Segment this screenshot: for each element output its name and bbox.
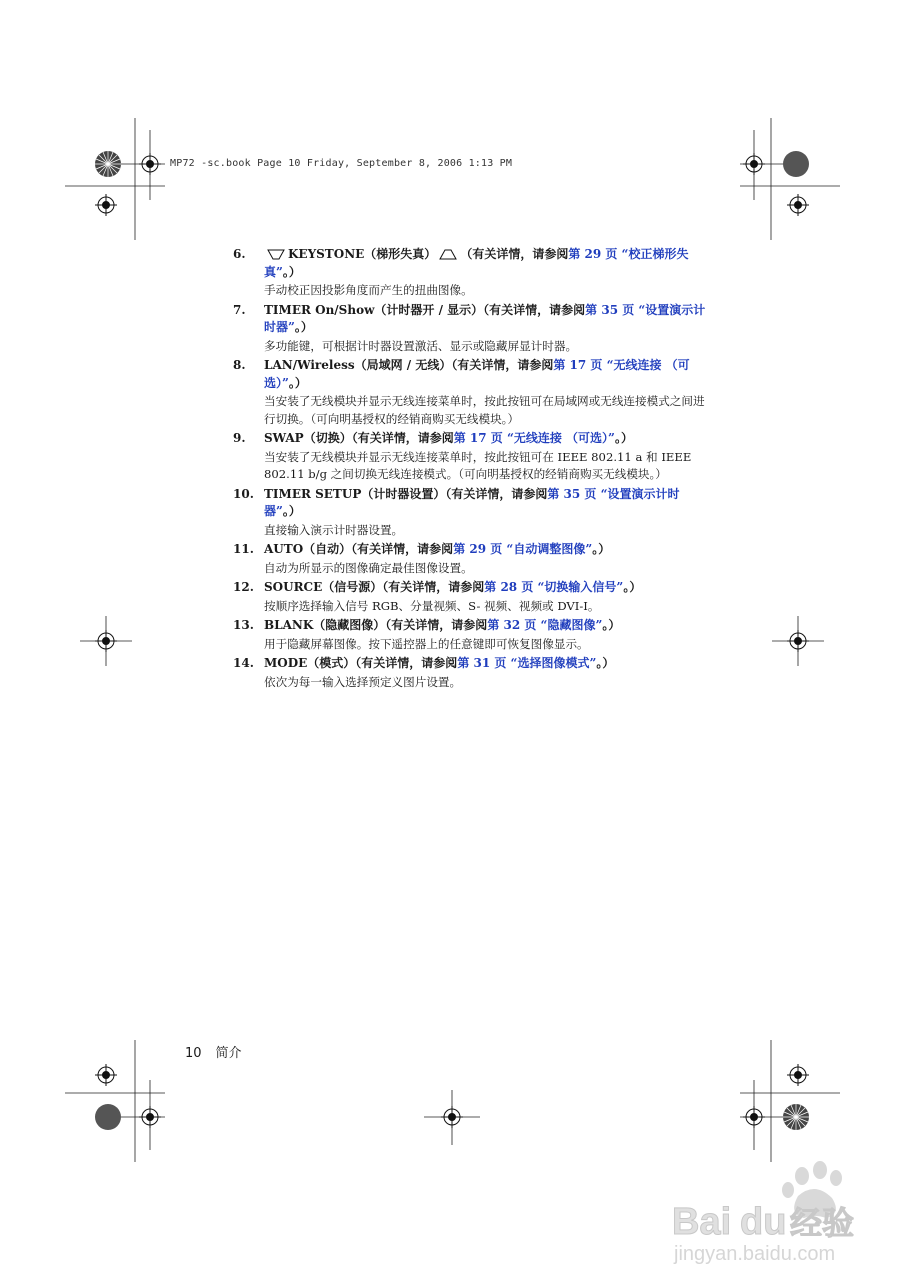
item-number: 6.	[233, 247, 246, 261]
item-ref-prefix: （有关详情，请参阅	[385, 618, 488, 632]
list-item	[233, 302, 713, 356]
item-ref-prefix: （有关详情，请参阅	[460, 247, 569, 261]
item-number: 12.	[233, 580, 254, 594]
keystone-down-icon	[267, 249, 285, 260]
cross-reference-link[interactable]: 第 31 页 “选择图像模式”	[457, 656, 597, 670]
item-ref-suffix: 。）	[614, 431, 633, 445]
item-title: TIMER SETUP（计时器设置）	[264, 486, 446, 501]
cross-reference-link[interactable]: 第 28 页 “切换输入信号”	[484, 580, 624, 594]
item-number: 9.	[233, 431, 246, 445]
item-description: 自动为所显示的图像确定最佳图像设置。	[264, 560, 473, 575]
cross-reference-link[interactable]: 第 17 页 “无线连接 （可选）”	[453, 431, 615, 445]
cross-reference-link[interactable]: 第 29 页 “校正梯形失真”	[264, 247, 689, 279]
svg-text:经验: 经验	[790, 1204, 855, 1242]
item-description: 用于隐藏屏幕图像。按下遥控器上的任意键即可恢复图像显示。	[264, 636, 589, 651]
cross-reference-link[interactable]: 第 17 页 “无线连接 （可选）”	[264, 358, 690, 390]
item-ref-suffix: 。）	[592, 542, 611, 556]
item-title: TIMER On/Show（计时器开 / 显示）	[264, 302, 484, 317]
item-ref-suffix: 。）	[294, 320, 313, 334]
item-description: 直接输入演示计时器设置。	[264, 522, 404, 537]
item-title: SWAP（切换）	[264, 431, 352, 445]
item-number: 11.	[233, 542, 254, 556]
item-ref-suffix: 。）	[602, 618, 621, 632]
item-title: BLANK（隐藏图像）	[264, 618, 386, 632]
item-number: 8.	[233, 358, 246, 372]
list-item	[233, 579, 713, 615]
item-number: 13.	[233, 618, 254, 632]
svg-text:Bai: Bai	[672, 1201, 732, 1243]
list-item	[233, 246, 713, 300]
keystone-up-icon	[439, 249, 457, 260]
item-ref-suffix: 。）	[282, 504, 301, 518]
item-ref-suffix: 。）	[282, 264, 301, 279]
item-description: 手动校正因投影角度而产生的扭曲图像。	[264, 283, 473, 297]
item-description: 当安装了无线模块并显示无线连接菜单时，按此按钮可在局域网或无线连接模式之间进行切换。（可向明基授权的经销商购买无线模块。）	[264, 394, 705, 426]
svg-text:jingyan.baidu.com: jingyan.baidu.com	[674, 1243, 836, 1265]
item-description: 依次为每一输入选择预定义图片设置。	[264, 674, 462, 689]
item-title: KEYSTONE（梯形失真）	[288, 247, 437, 261]
cross-reference-link[interactable]: 第 32 页 “隐藏图像”	[487, 618, 603, 632]
list-item	[233, 617, 713, 653]
remote-buttons-list	[233, 246, 713, 693]
list-item	[233, 357, 713, 428]
page-footer	[185, 1042, 242, 1061]
item-ref-prefix: （有关详情，请参阅	[351, 431, 454, 445]
item-ref-suffix: 。）	[596, 656, 615, 670]
item-number: 10.	[233, 486, 254, 501]
baidu-watermark-logo	[670, 1156, 880, 1266]
item-ref-prefix: （有关详情，请参阅	[483, 302, 586, 317]
item-title: SOURCE（信号源）	[264, 580, 383, 594]
item-number: 14.	[233, 656, 254, 670]
item-ref-prefix: （有关详情，请参阅	[382, 580, 485, 594]
item-ref-prefix: （有关详情，请参阅	[451, 358, 554, 372]
item-ref-suffix: 。）	[623, 580, 642, 594]
list-item	[233, 486, 713, 540]
item-ref-suffix: 。）	[288, 375, 307, 390]
item-title: LAN/Wireless（局域网 / 无线）	[264, 358, 452, 372]
item-title: MODE（模式）	[264, 656, 356, 670]
print-header: MP72 -sc.book Page 10 Friday, September 8, 2006 1:13 PM	[170, 158, 513, 169]
item-ref-prefix: （有关详情，请参阅	[355, 656, 458, 670]
item-ref-prefix: （有关详情，请参阅	[445, 486, 548, 501]
svg-text:du: du	[740, 1201, 787, 1243]
list-item	[233, 541, 713, 577]
section-label: 简介	[215, 1046, 242, 1061]
list-item	[233, 655, 713, 691]
cross-reference-link[interactable]: 第 35 页 “设置演示计时器”	[264, 302, 706, 334]
cross-reference-link[interactable]: 第 29 页 “自动调整图像”	[453, 542, 593, 556]
item-ref-prefix: （有关详情，请参阅	[351, 542, 454, 556]
item-title: AUTO（自动）	[264, 542, 352, 556]
item-description: 按顺序选择输入信号 RGB、分量视频、S- 视频、视频或 DVI-I。	[264, 598, 600, 613]
list-item	[233, 430, 713, 484]
page-number: 10	[185, 1046, 202, 1061]
item-description: 当安装了无线模块并显示无线连接菜单时，按此按钮可在 IEEE 802.11 a 和 IEEE 802.11 b/g 之间切换无线连接模式。（可向明基授权的经销商购买无线模块。）	[264, 449, 692, 481]
item-description: 多功能键，可根据计时器设置激活、显示或隐藏屏显计时器。	[264, 338, 578, 353]
cross-reference-link[interactable]: 第 35 页 “设置演示计时器”	[264, 486, 680, 518]
item-number: 7.	[233, 302, 246, 317]
